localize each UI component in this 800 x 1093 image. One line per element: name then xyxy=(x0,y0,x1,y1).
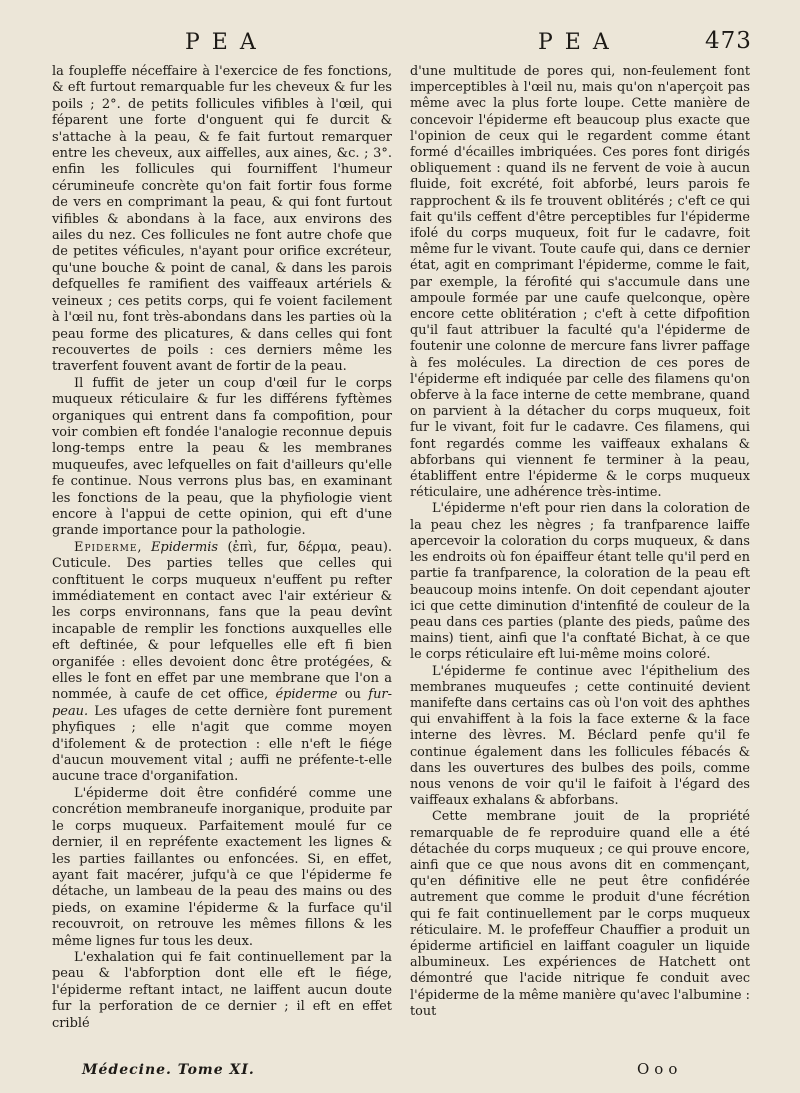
paragraph: d'une multitude de pores qui, non-feulement font imperceptibles à l'œil nu, mais qu'on n'aperçoit pas même avec la plus forte loupe. Cette manière de concevoir l'épiderme eft beaucoup plus exacte que l'opinion de ceux qui le regardent comme étant formé d'écailles imbriquées. Ces pores font dirigés obliquement : quand ils ne fervent de voie à aucun fluide, foit excrété, foit abforbé, leurs parois fe rapprochent & ils fe trouvent oblitérés ; c'eft ce qui fait qu'ils ceffent d'être perceptibles fur l'épiderme ifolé du corps muqueux, foit fur le cadavre, foit même fur le vivant. Toute caufe qui, dans ce dernier état, agit en comprimant l'épiderme, comme le fait, par exemple, la férofité qui s'accumule dans une ampoule formée par une caufe quelconque, opère encore cette oblitération ; c'eft à cette difpofition qu'il faut attribuer la faculté qu'a l'épiderme de foutenir une colonne de mercure fans livrer paffage à fes molécules. La direction de ces pores de l'épiderme eft indiquée par celle des filamens qu'on obferve à la face interne de cette membrane, quand on parvient à la détacher du corps muqueux, foit fur le vivant, foit fur le cadavre. Ces filamens, qui font regardés comme les vaiffeaux exhalans & abforbans qui viennent fe terminer à la peau, établiffent entre l'épiderme & le corps muqueux réticulaire, une adhérence très-intime. xyxy=(410,64,750,501)
paragraph: Il fuffit de jeter un coup d'œil fur le corps muqueux réticulaire & fur les différens fyftèmes organiques qui entrent dans fa compofition, pour voir combien eft fondée l'analogie reconnue depuis long-temps entre la peau & les membranes muqueufes, avec lefquelles on fait d'ailleurs qu'elle fe continue. Nous verrons plus bas, en examinant les fonctions de la peau, que la phyfiologie vient encore à l'appui de cette opinion, qui eft d'une grande importance pour la pathologie. xyxy=(52,375,392,539)
conjunction: ou xyxy=(344,687,361,703)
paragraph: la foupleffe néceffaire à l'exercice de fes fonctions, & eft furtout remarquable fur les cheveux & fur les poils ; 2°. de petits follicules vifibles à l'œil, qui féparent une forte d'onguent qui fe durcit & s'attache à la peau, & fe fait furtout remarquer entre les cheveux, aux aiffelles, aux aines, &c. ; 3°. enfin les follicules qui fourniffent l'humeur cérumineufe concrète qu'on fait fortir fous forme de vers en comprimant la peau, & qui font furtout vifibles & abondans à la face, aux environs des ailes du nez. Ces follicules ne font autre chofe que de petites véficules, n'ayant pour orifice excréteur, qu'une bouche & point de canal, & dans les parois defquelles fe ramifient des vaiffeaux artériels & veineux ; ces petits corps, qui fe voient facilement à l'œil nu, font très-abondans dans les parties où la peau forme des plicatures, & dans celles qui font recouvertes de poils : ces derniers même les traverfent fouvent avant de fortir de la peau. xyxy=(52,64,392,375)
term-fur-peau: fur-peau. xyxy=(52,687,392,719)
running-head-right: PEA xyxy=(538,30,621,55)
paragraph: L'épiderme n'eft pour rien dans la coloration de la peau chez les nègres ; fa tranfparence laiffe apercevoir la coloration du corps muqueux, & dans les endroits où fon épaiffeur étant telle qu'il perd en partie fa tranfparence, la coloration de la peau eft beaucoup moins intenfe. On doit cependant ajouter ici que cette diminution d'intenfité de couleur de la peau dans ces parties (plante des pieds, paûme des mains) tient, ainfi que l'a conftaté Bichat, à ce que le corps réticulaire eft lui-même moins coloré. xyxy=(410,501,750,663)
gathering-mark: Ooo xyxy=(637,1060,683,1078)
paragraph: Cette membrane jouit de la propriété remarquable de fe reproduire quand elle a été détachée du corps muqueux ; ce qui prouve encore, ainfi que ce que nous avons dit en commençant, qu'en définitive elle ne peut être confidérée autrement que comme le produit d'une fécrétion qui fe fait continuellement par le corps muqueux réticulaire. M. le profeffeur Chauffier a produit un épiderme artificiel en laiffant coaguler un liquide albumineux. Les expériences de Hatchett ont démontré que l'acide nitrique fe conduit avec l'épiderme de la même manière qu'avec l'albumine : tout xyxy=(410,809,750,1019)
term-epiderme: épiderme xyxy=(275,687,338,703)
entry-body: Cuticule. Des parties telles que celles qui conftituent le corps muqueux n'euffent pu refter immédiatement en contact avec l'air extérieur & les corps environnans, fans que la peau devînt incapable de remplir les fonctions auxquelles elle eft deftinée, & pour lefquelles elle eft fi bien organifée : elles devoient donc être protégées, & elles le font en effet par une membrane que l'on a nommée, à caufe de cet office, xyxy=(52,556,392,703)
entry-headword: Epiderme xyxy=(74,539,138,555)
paragraph: L'exhalation qui fe fait continuellement par la peau & l'abforption dont elle eft le fiége, l'épiderme reftant intact, ne laiffent aucun doute fur la perforation de ce dernier ; il eft en effet criblé xyxy=(52,949,392,1031)
entry-latin: Epidermis xyxy=(150,539,218,555)
paragraph: L'épiderme doit être confidéré comme une concrétion membraneufe inorganique, produite par le corps muqueux. Parfaitement moulé fur ce dernier, il en repréfente exactement les lignes & les parties faillantes ou enfoncées. Si, en effet, ayant fait macérer, jufqu'à ce que l'épiderme fe détache, un lambeau de la peau des mains ou des pieds, on examine l'épiderme & la furface qu'il recouvroit, on retrouve les mêmes fillons & les même lignes fur tous les deux. xyxy=(52,785,392,949)
epiderme-entry: Epiderme, Epidermis (ἐπὶ, fur, δέρμα, peau). Cuticule. Des parties telles que celles qui conftituent le corps muqueux n'euffent pu refter immédiatement en contact avec l'air extérieur & les corps environnans, fans que la peau devînt incapable de remplir les fonctions auxquelles elle eft deftinée, & pour lefquelles elle eft fi bien organifée : elles devoient donc être protégées, & elles le font en effet par une membrane que l'on a nommée, à caufe de cet office, épiderme ou fur-peau. Les ufages de cette dernière font purement phyfiques ; elle n'agit que comme moyen d'ifolement & de protection : elle n'eft le fiége d'aucun mouvement vital ; auffi ne préfente-t-elle aucune trace d'organifation. xyxy=(52,539,392,785)
right-column xyxy=(410,64,750,1020)
left-column xyxy=(52,64,392,1032)
signature-mark: Médecine. Tome XI. xyxy=(82,1062,255,1078)
paragraph: L'épiderme fe continue avec l'épithelium des membranes muqueufes ; cette continuité devient manifefte dans certains cas où l'on voit des aphthes qui envahiffent à la fois la face externe & la face interne des lèvres. M. Béclard penfe qu'il fe continue également dans les follicules fébacés & dans les ouvertures des bulbes des poils, comme nous venons de voir qu'il le faifoit à l'égard des vaiffeaux exhalans & abforbans. xyxy=(410,663,750,809)
page-number: 473 xyxy=(705,28,752,54)
entry-body-end: Les ufages de cette dernière font purement phyfiques ; elle n'agit que comme moyen d'ifolement & de protection : elle n'eft le fiége d'aucun mouvement vital ; auffi ne préfente-t-elle aucune trace d'organifation. xyxy=(52,703,392,785)
running-head-left: PEA xyxy=(185,30,268,55)
entry-etymology: (ἐπὶ, fur, δέρμα, peau). xyxy=(227,539,392,555)
